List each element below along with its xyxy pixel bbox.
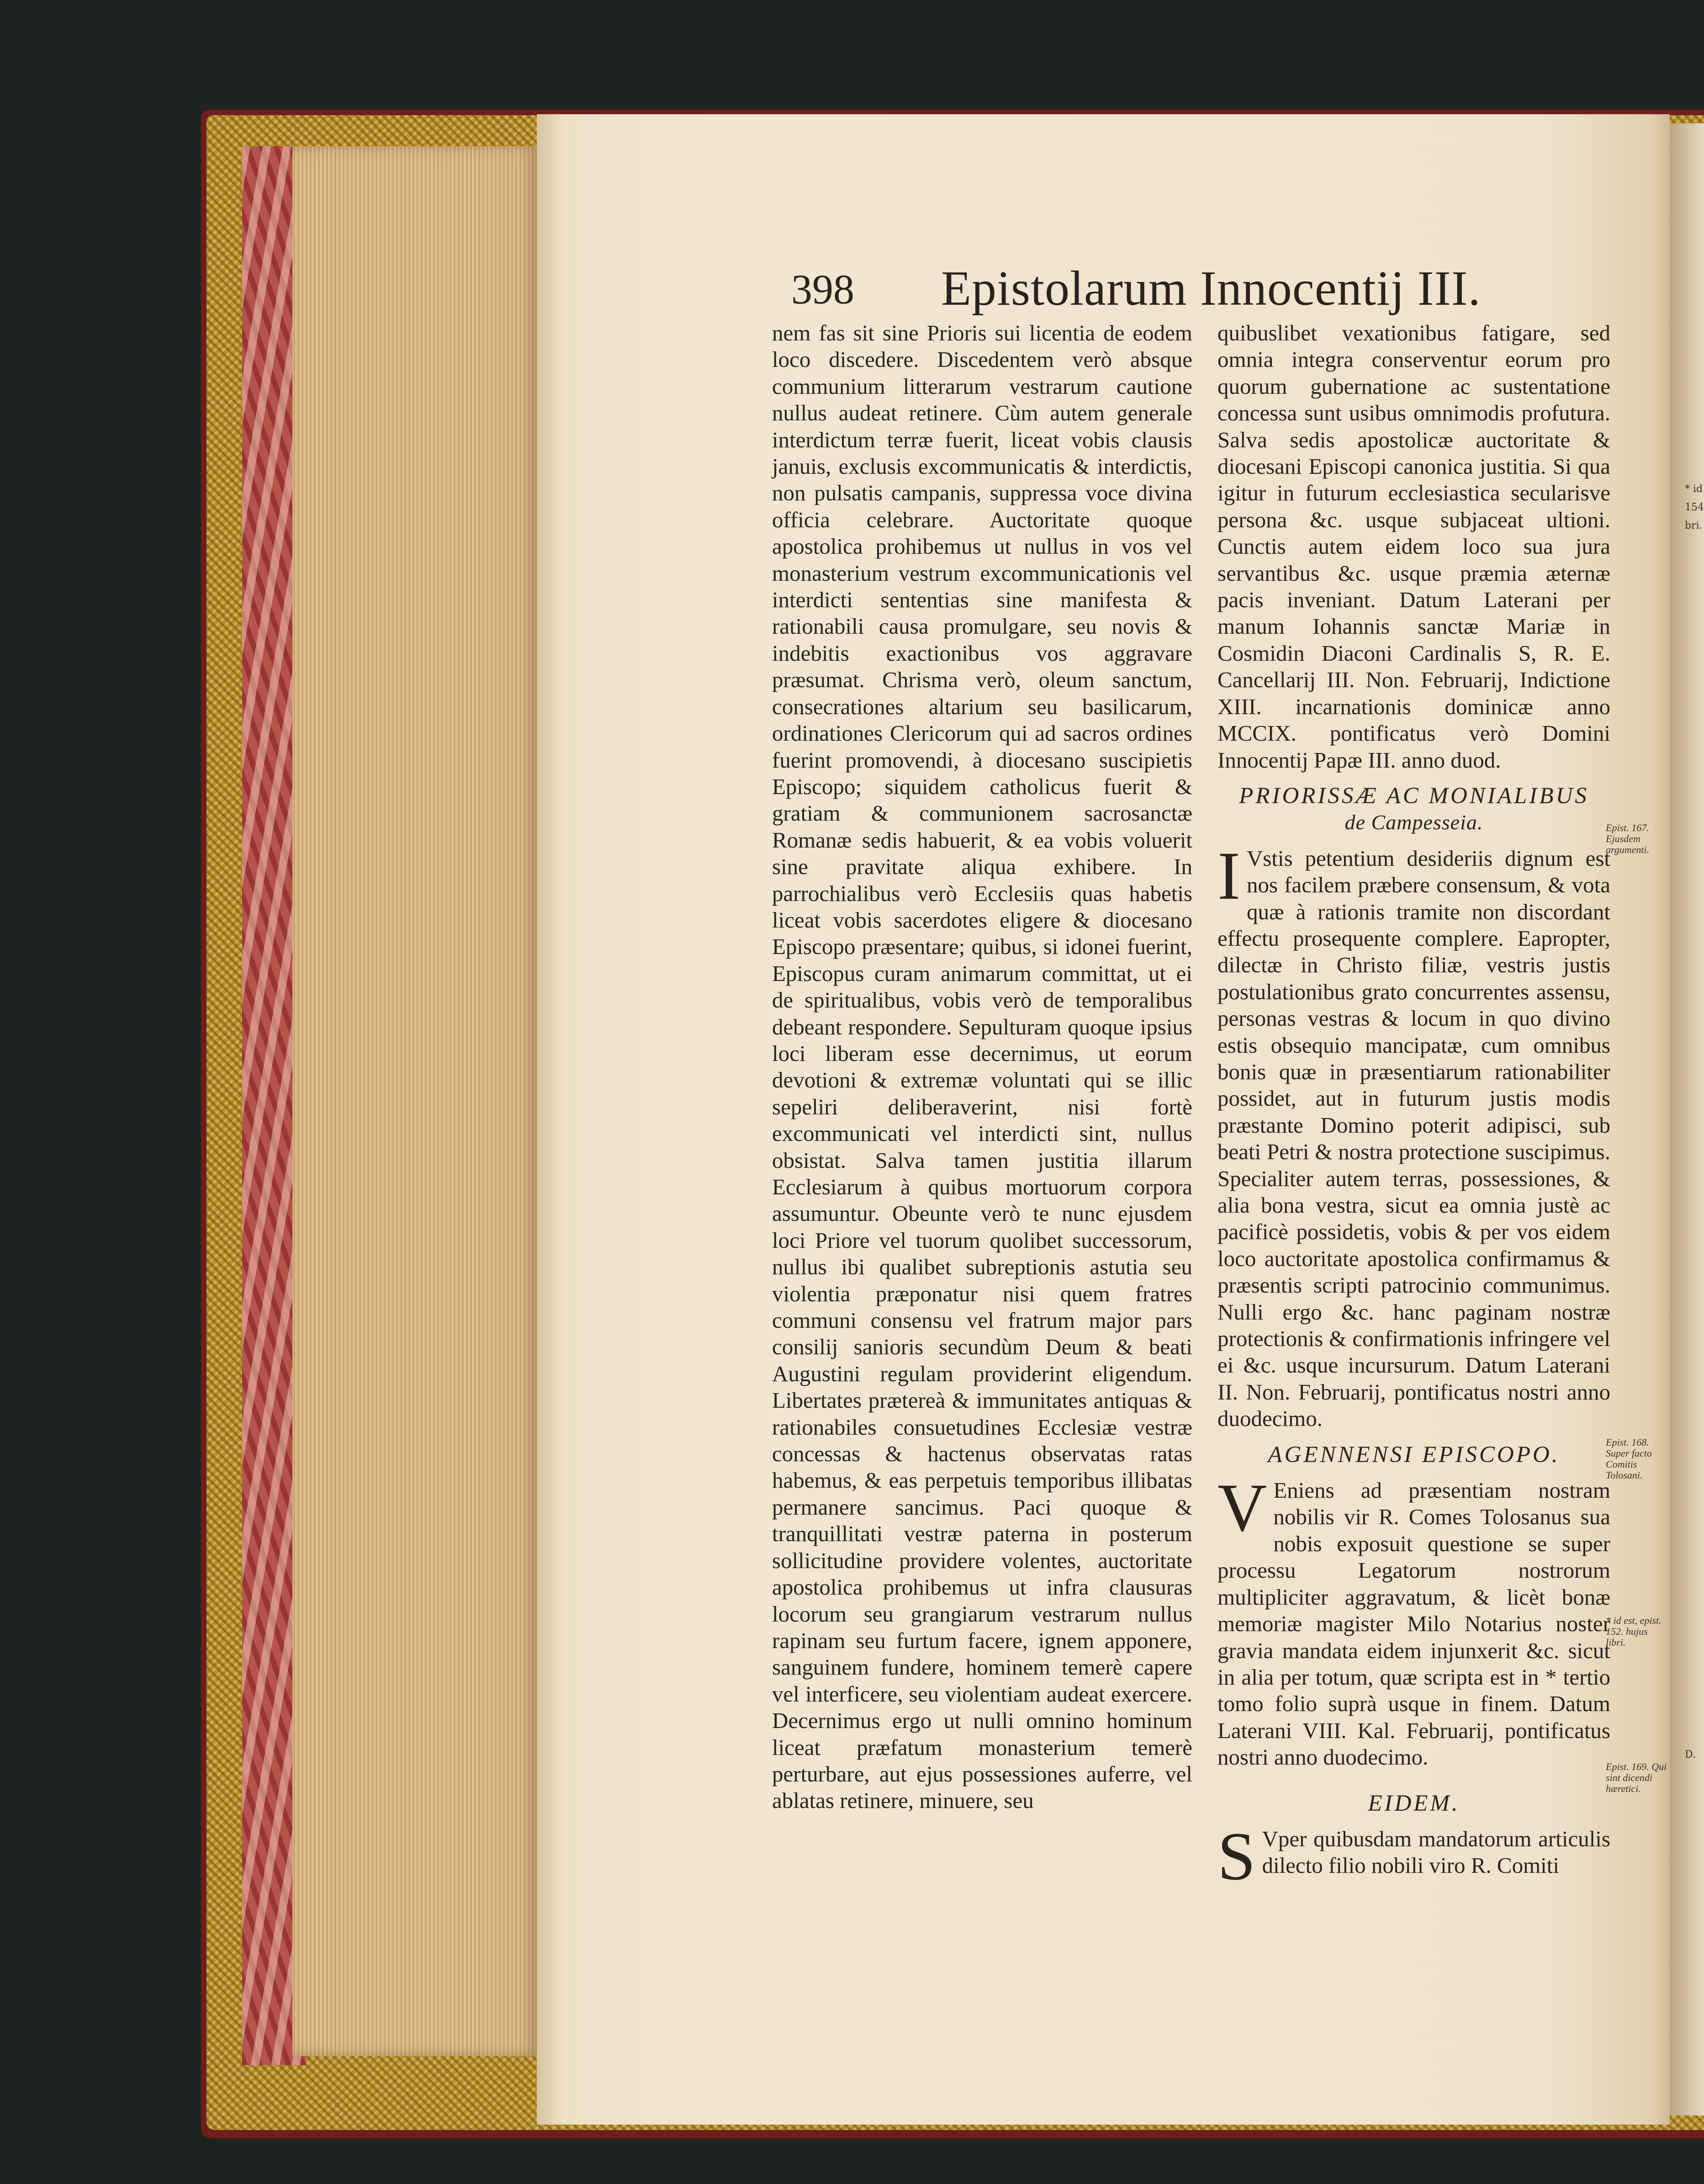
next-page-edge xyxy=(1670,123,1704,2115)
right-column-continuation: quibuslibet vexationibus fatigare, sed omnia integra conserventur eorum pro quorum gubernatione ac sustentatione concessa sunt usibus omnimodis profutura. Salva sedis apostolicæ auctoritate & diocesani Episcopi canonica justitia. Si qua igitur in futurum ecclesiastica secularisve persona &c. usque subjaceat ultioni. Cunctis autem eidem loco sua jura servantibus &c. usque præmia æternæ pacis inveniant. Datum Laterani per manum Iohannis sanctæ Mariæ in Cosmidin Diaconi Cardinalis S, R. E. Cancellarij III. Non. Februarij, Indictione XIII. incarnationis dominicæ anno MCCIX. pontificatus verò Domini Innocentij Papæ III. anno duod. xyxy=(1217,320,1610,773)
letter-body: Vper quibusdam mandatorum articulis dilecto filio nobili viro R. Comiti xyxy=(1262,1826,1610,1878)
drop-cap: S xyxy=(1217,1818,1256,1894)
right-column xyxy=(1217,320,1610,1894)
page-edges xyxy=(292,146,539,2056)
margin-note: Epist. 169. Qui sint dicendi hæretici. xyxy=(1606,1761,1667,1794)
letter-body: Eniens ad præsentiam nostram nobilis vir R. Comes Tolosanus sua nobis exposuit questione se super processu Legatorum nostrorum multipliciter aggravatum, & licèt bonæ memoriæ magister Milo Notarius noster gravia mandata eidem injunxerit &c. sicut in alia per totum, quæ scripta est in * tertio tomo folio suprà usque in finem. Datum Laterani VIII. Kal. Februarij, pontificatus nostri anno duodecimo. xyxy=(1217,1478,1610,1770)
margin-note: Epist. 168. Super facto Comitis Tolosani. xyxy=(1606,1437,1652,1481)
left-column xyxy=(772,320,1192,1828)
drop-cap: V xyxy=(1217,1470,1267,1546)
letter-title: PRIORISSÆ AC MONIALIBUS xyxy=(1239,783,1589,809)
letter-title: EIDEM. xyxy=(1368,1790,1460,1816)
next-page-fragment: D. xyxy=(1685,1749,1696,1760)
margin-note: * id est, epist. 152. hujus libri. xyxy=(1606,1615,1662,1648)
running-head: Epistolarum Innocentij III. xyxy=(941,261,1481,316)
letter-title: AGENNENSI EPISCOPO. xyxy=(1268,1442,1560,1468)
left-column-text: nem fas sit sine Prioris sui licentia de eodem loco discedere. Discedentem verò absque communium litterarum vestrarum cautione nullus audeat retinere. Cùm autem generale interdictum terræ fuerit, liceat vobis clausis januis, exclusis excommunicatis & interdictis, non pulsatis campanis, suppressa voce divina officia celebrare. Auctoritate quoque apostolica prohibemus ut nullus in vos vel monasterium vestrum excommunicationis vel interdicti sententias sine manifesta & rationabili causa promulgare, seu novis & indebitis exactionibus vos aggravare præsumat. Chrisma verò, oleum sanctum, consecrationes altarium seu basilicarum, ordinationes Clericorum qui ad sacros ordines fuerint promovendi, à diocesano suscipietis Episcopo; siquidem catholicus fuerit & gratiam & communionem sacrosanctæ Romanæ sedis habuerit, & ea vobis voluerit sine pravitate aliqua exhibere. In parrochialibus verò Ecclesiis quas habetis liceat vobis sacerdotes eligere & diocesano Episcopo præsentare; quibus, si idonei fuerint, Episcopus curam animarum committat, ut ei de spiritualibus, vobis verò de temporalibus debeant respondere. Sepulturam quoque ipsius loci liberam esse decernimus, ut eorum devotioni & extremæ voluntati qui se illic sepeliri deliberaverint, nisi fortè excommunicati vel interdicti sint, nullus obsistat. Salva tamen justitia illarum Ecclesiarum à quibus mortuorum corpora assumuntur. Obeunte verò te nunc ejusdem loci Priore vel tuorum quolibet successorum, nullus ibi qualibet subreptionis astutia seu violentia præponatur nisi quem fratres communi consensu vel fratrum major pars consilij sanioris secundùm Deum & beati Augustini regulam providerint eligendum. Libertates prætereà & immunitates antiquas & rationabiles consuetudines Ecclesiæ vestræ concessas & hactenus observatas ratas habemus, & eas perpetuis temporibus illibatas permanere sancimus. Paci quoque & tranquillitati vestræ paterna in posterum sollicitudine providere volentes, auctoritate apostolica prohibemus ut infra clausuras locorum seu grangiarum vestrarum nullus rapinam seu furtum facere, ignem apponere, sanguinem fundere, hominem temerè capere vel interficere, seu violentiam audeat exercere. Decernimus ergo ut nulli omnino hominum liceat præfatum monasterium temerè perturbare, aut ejus possessiones auferre, vel ablatas retinere, minuere, seu xyxy=(772,320,1192,1813)
page-header xyxy=(786,256,1508,320)
margin-note: Epist. 167. Ejusdem argumenti. xyxy=(1606,822,1650,855)
letter-body: Vstis petentium desideriis dignum est nos facilem præbere consensum, & vota quæ à rationis tramite non discordant effectu prosequente complere. Eapropter, dilectæ in Christo filiæ, vestris justis postulationibus grato concurrentes assensu, personas vestras & locum in quo divino estis obsequio mancipatæ, cum omnibus bonis quæ in præsentiarum rationabiliter possidet, aut in futurum justis modis præstante Domino poterit adipisci, sub beati Petri & nostra protectione suscipimus. Specialiter autem terras, possessiones, & alia bona vestra, sicut ea omnia justè ac pacificè possidetis, vobis & per vos eidem loco auctoritate apostolica confirmamus & præsentis scripti patrocinio communimus. Nulli ergo &c. hanc paginam nostræ protectionis & confirmationis infringere vel ei &c. usque incursurum. Datum Laterani II. Non. Februarij, pontificatus nostri anno duodecimo. xyxy=(1217,845,1610,1431)
page-number: 398 xyxy=(791,266,854,313)
next-page-fragment: 154 xyxy=(1685,502,1704,513)
drop-cap: I xyxy=(1217,838,1240,914)
next-page-fragment: bri. xyxy=(1685,520,1703,531)
letter-subtitle: de Campesseia. xyxy=(1344,811,1483,834)
next-page-fragment: * id xyxy=(1685,483,1703,495)
